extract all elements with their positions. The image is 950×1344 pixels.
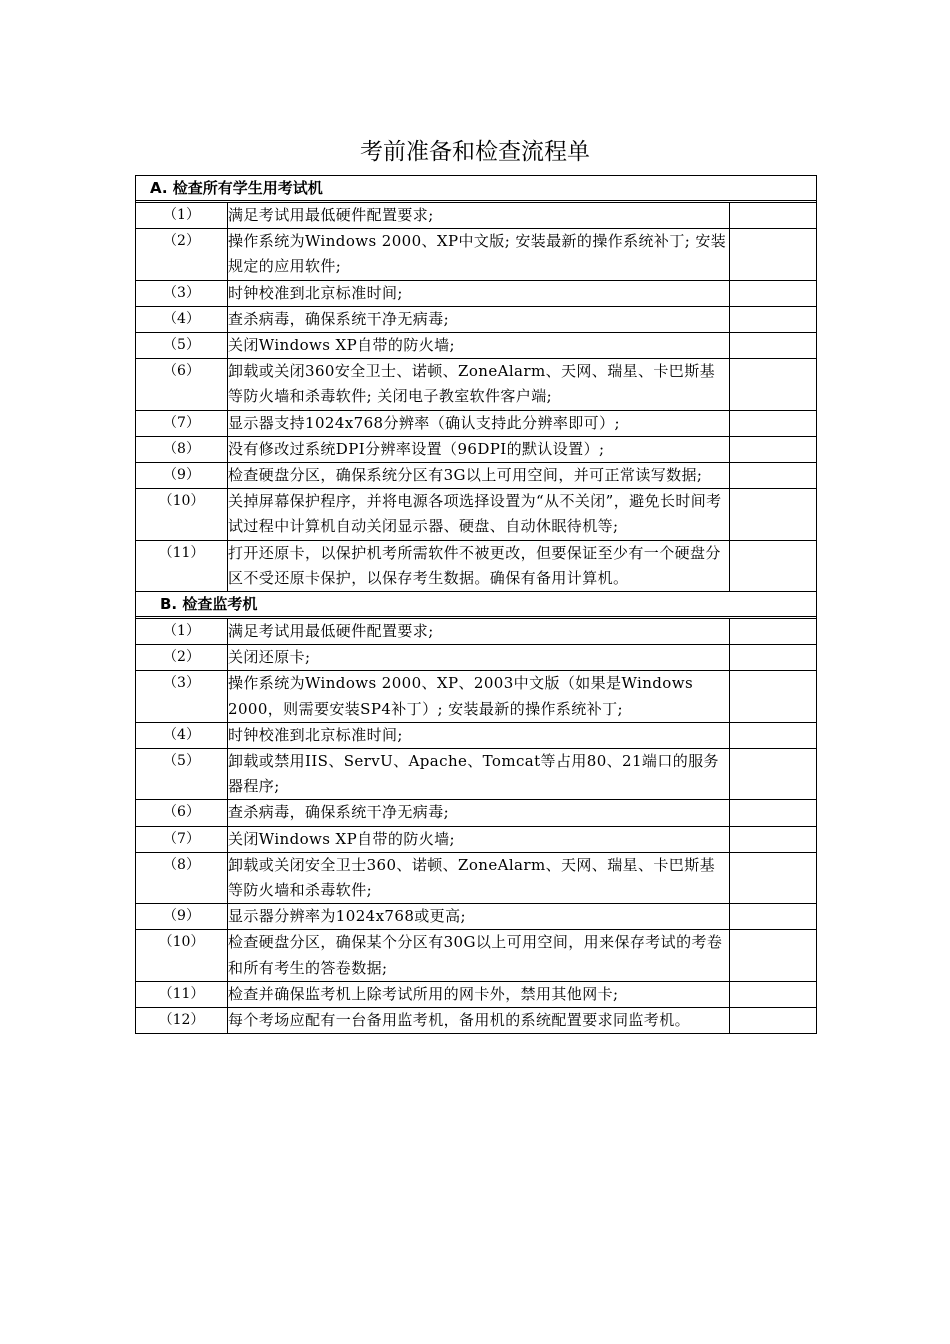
checklist-row [136, 229, 817, 280]
checklist-row [136, 489, 817, 540]
item-text: 操作系统为Windows 2000、XP、2003中文版（如果是Windows 2000，则需要安装SP4补丁）; 安装最新的操作系统补丁; [228, 671, 730, 722]
section-a-heading: A. 检查所有学生用考试机 [136, 176, 817, 201]
item-number: （6） [136, 800, 228, 826]
item-number: （8） [136, 852, 228, 903]
checklist-row [136, 463, 817, 489]
item-text: 卸载或禁用IIS、ServU、Apache、Tomcat等占用80、21端口的服务器程序; [228, 749, 730, 800]
check-cell[interactable] [730, 359, 817, 410]
checklist-row [136, 280, 817, 306]
checklist-row [136, 722, 817, 748]
item-number: （3） [136, 280, 228, 306]
item-text: 卸载或关闭安全卫士360、诺顿、ZoneAlarm、天网、瑞星、卡巴斯基等防火墙和杀毒软件; [228, 852, 730, 903]
checklist-row [136, 852, 817, 903]
section-b-header [136, 592, 817, 617]
checklist-row [136, 930, 817, 981]
item-text: 每个考场应配有一台备用监考机，备用机的系统配置要求同监考机。 [228, 1008, 730, 1034]
check-cell[interactable] [730, 852, 817, 903]
checklist-row [136, 540, 817, 591]
item-text: 操作系统为Windows 2000、XP中文版; 安装最新的操作系统补丁; 安装规定的应用软件; [228, 229, 730, 280]
item-number: （9） [136, 463, 228, 489]
checklist-row [136, 800, 817, 826]
checklist-row [136, 359, 817, 410]
item-number: （10） [136, 489, 228, 540]
check-cell[interactable] [730, 1008, 817, 1034]
item-text: 满足考试用最低硬件配置要求; [228, 203, 730, 229]
checklist-table [135, 175, 817, 1034]
item-number: （2） [136, 229, 228, 280]
check-cell[interactable] [730, 749, 817, 800]
check-cell[interactable] [730, 203, 817, 229]
check-cell[interactable] [730, 229, 817, 280]
check-cell[interactable] [730, 930, 817, 981]
item-text: 关闭还原卡; [228, 645, 730, 671]
checklist-row [136, 203, 817, 229]
item-text: 查杀病毒，确保系统干净无病毒; [228, 306, 730, 332]
item-number: （7） [136, 410, 228, 436]
check-cell[interactable] [730, 306, 817, 332]
checklist-row [136, 671, 817, 722]
check-cell[interactable] [730, 645, 817, 671]
item-text: 打开还原卡，以保护机考所需软件不被更改，但要保证至少有一个硬盘分区不受还原卡保护，以保存考生数据。确保有备用计算机。 [228, 540, 730, 591]
checklist-row [136, 410, 817, 436]
item-text: 关掉屏幕保护程序，并将电源各项选择设置为“从不关闭”，避免长时间考试过程中计算机自动关闭显示器、硬盘、自动休眠待机等; [228, 489, 730, 540]
item-number: （12） [136, 1008, 228, 1034]
item-text: 时钟校准到北京标准时间; [228, 280, 730, 306]
item-text: 检查硬盘分区，确保某个分区有30G以上可用空间，用来保存考试的考卷和所有考生的答卷数据; [228, 930, 730, 981]
checklist-row [136, 306, 817, 332]
checklist-row [136, 1008, 817, 1034]
item-text: 检查硬盘分区，确保系统分区有3G以上可用空间，并可正常读写数据; [228, 463, 730, 489]
item-text: 查杀病毒，确保系统干净无病毒; [228, 800, 730, 826]
item-number: （11） [136, 981, 228, 1007]
check-cell[interactable] [730, 436, 817, 462]
check-cell[interactable] [730, 463, 817, 489]
checklist-row [136, 645, 817, 671]
item-text: 满足考试用最低硬件配置要求; [228, 619, 730, 645]
check-cell[interactable] [730, 540, 817, 591]
section-a-header [136, 176, 817, 201]
item-text: 卸载或关闭360安全卫士、诺顿、ZoneAlarm、天网、瑞星、卡巴斯基等防火墙和杀毒软件; 关闭电子教室软件客户端; [228, 359, 730, 410]
item-number: （9） [136, 904, 228, 930]
check-cell[interactable] [730, 722, 817, 748]
item-number: （5） [136, 749, 228, 800]
checklist-row [136, 619, 817, 645]
item-number: （1） [136, 619, 228, 645]
item-text: 显示器分辨率为1024x768或更高; [228, 904, 730, 930]
item-text: 没有修改过系统DPI分辨率设置（96DPI的默认设置）; [228, 436, 730, 462]
item-number: （1） [136, 203, 228, 229]
item-text: 显示器支持1024x768分辨率（确认支持此分辨率即可）; [228, 410, 730, 436]
checklist-row [136, 436, 817, 462]
item-number: （10） [136, 930, 228, 981]
check-cell[interactable] [730, 489, 817, 540]
item-number: （5） [136, 333, 228, 359]
checklist-row [136, 981, 817, 1007]
checklist-row [136, 749, 817, 800]
checklist-row [136, 904, 817, 930]
check-cell[interactable] [730, 333, 817, 359]
checklist-body [136, 176, 817, 1034]
item-text: 检查并确保监考机上除考试所用的网卡外，禁用其他网卡; [228, 981, 730, 1007]
item-number: （2） [136, 645, 228, 671]
page-title: 考前准备和检查流程单 [360, 139, 590, 165]
checklist-row [136, 826, 817, 852]
checklist-row [136, 333, 817, 359]
item-text: 关闭Windows XP自带的防火墙; [228, 826, 730, 852]
item-text: 时钟校准到北京标准时间; [228, 722, 730, 748]
item-text: 关闭Windows XP自带的防火墙; [228, 333, 730, 359]
item-number: （6） [136, 359, 228, 410]
check-cell[interactable] [730, 410, 817, 436]
check-cell[interactable] [730, 671, 817, 722]
item-number: （4） [136, 306, 228, 332]
check-cell[interactable] [730, 904, 817, 930]
check-cell[interactable] [730, 981, 817, 1007]
item-number: （11） [136, 540, 228, 591]
check-cell[interactable] [730, 826, 817, 852]
item-number: （4） [136, 722, 228, 748]
section-b-heading: B. 检查监考机 [136, 592, 817, 617]
check-cell[interactable] [730, 619, 817, 645]
item-number: （3） [136, 671, 228, 722]
check-cell[interactable] [730, 280, 817, 306]
item-number: （8） [136, 436, 228, 462]
item-number: （7） [136, 826, 228, 852]
check-cell[interactable] [730, 800, 817, 826]
